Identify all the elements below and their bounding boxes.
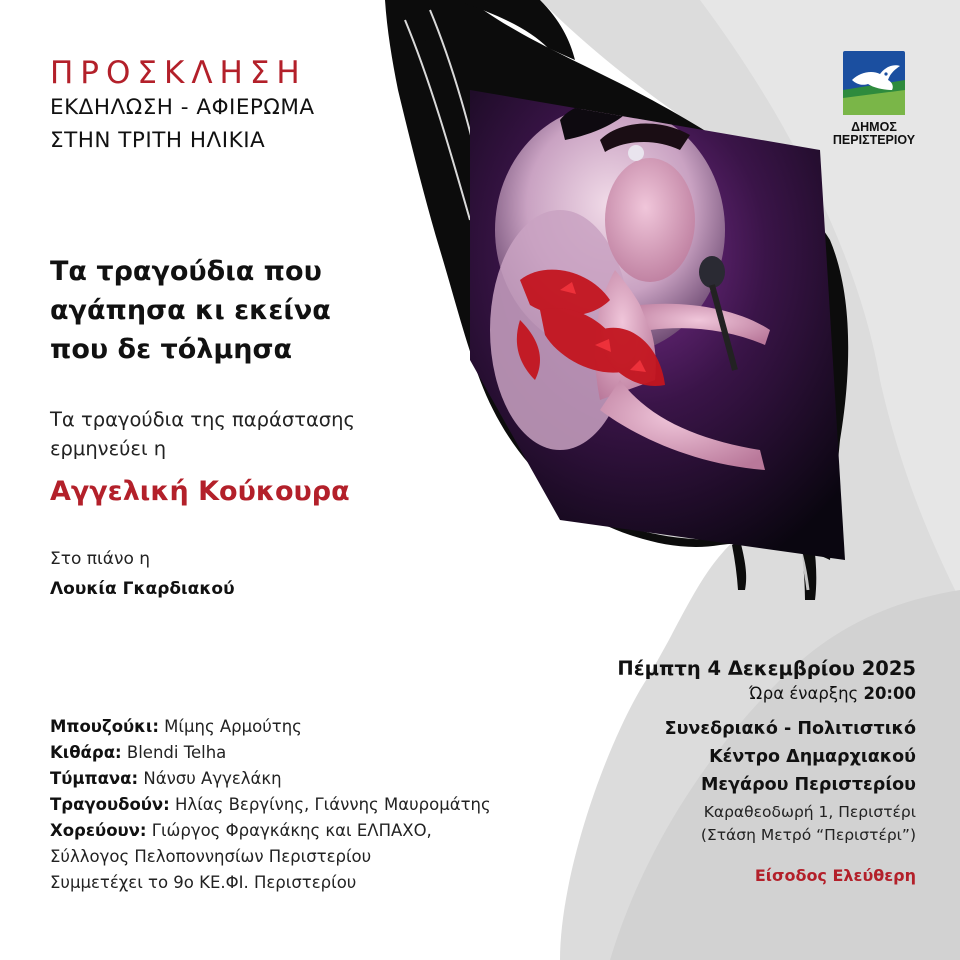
piano-label: Στο πιάνο η [50,549,151,569]
credit-names: Ηλίας Βεργίνης, Γιάννης Μαυρομάτης [169,795,491,814]
pianist-name: Λουκία Γκαρδιακού [50,579,235,599]
credit-row [50,714,491,740]
credit-names: Blendi Telha [121,743,227,762]
credit-line: Σύλλογος Πελοποννησίων Περιστερίου [50,847,372,866]
credit-row [50,792,491,818]
event-type-line: ΕΚΔΗΛΩΣΗ - ΑΦΙΕΡΩΜΑ [50,95,315,120]
credit-role: Τύμπανα: [50,769,139,788]
address-line: Καραθεοδωρή 1, Περιστέρι [703,803,916,821]
intro-line: Τα τραγούδια της παράστασης [50,408,355,431]
event-date: Πέμπτη 4 Δεκεμβρίου 2025 [617,657,916,680]
dove-icon [842,50,906,116]
credit-row [50,818,491,844]
time-value: 20:00 [863,684,916,703]
intro-line: ερμηνεύει η [50,437,167,460]
event-time [617,684,916,703]
credit-row [50,766,491,792]
municipality-logo [826,50,922,147]
credits-list [50,714,491,896]
venue-name [617,715,916,799]
credit-line: Συμμετέχει το 9ο ΚΕ.ΦΙ. Περιστερίου [50,873,357,892]
credit-role: Μπουζούκι: [50,717,159,736]
credit-names: Νάνσυ Αγγελάκη [138,769,282,788]
free-entry-note: Είσοδος Ελεύθερη [754,866,916,885]
singer-name: Αγγελική Κούκουρα [50,476,350,507]
show-title [50,252,331,369]
venue-address [617,801,916,847]
event-info [617,657,916,885]
performer-intro [50,405,355,463]
credit-row [50,740,491,766]
venue-line: Μεγάρου Περιστερίου [700,775,916,795]
credit-names: Μίμης Αρμούτης [158,717,302,736]
show-title-line: που δε τόλμησα [50,334,293,365]
venue-line: Συνεδριακό - Πολιτιστικό [664,719,916,739]
show-title-line: αγάπησα κι εκείνα [50,295,331,326]
invitation-heading: ΠΡΟΣΚΛΗΣΗ [50,55,307,91]
address-line: (Στάση Μετρό “Περιστέρι”) [700,826,916,844]
credit-role: Κιθάρα: [50,743,122,762]
logo-line-1: ΔΗΜΟΣ [851,120,897,134]
credit-role: Τραγουδούν: [50,795,170,814]
time-label: Ώρα έναρξης [749,684,864,703]
credit-names: Γιώργος Φραγκάκης και ΕΛΠΑΧΟ, [146,821,432,840]
credit-role: Χορεύουν: [50,821,147,840]
venue-line: Κέντρο Δημαρχιακού [709,747,916,767]
logo-line-2: ΠΕΡΙΣΤΕΡΙΟΥ [832,133,916,147]
audience-line: ΣΤΗΝ ΤΡΙΤΗ ΗΛΙΚΙΑ [50,128,266,153]
singer-photo [460,80,860,570]
show-title-line: Τα τραγούδια που [50,256,322,287]
